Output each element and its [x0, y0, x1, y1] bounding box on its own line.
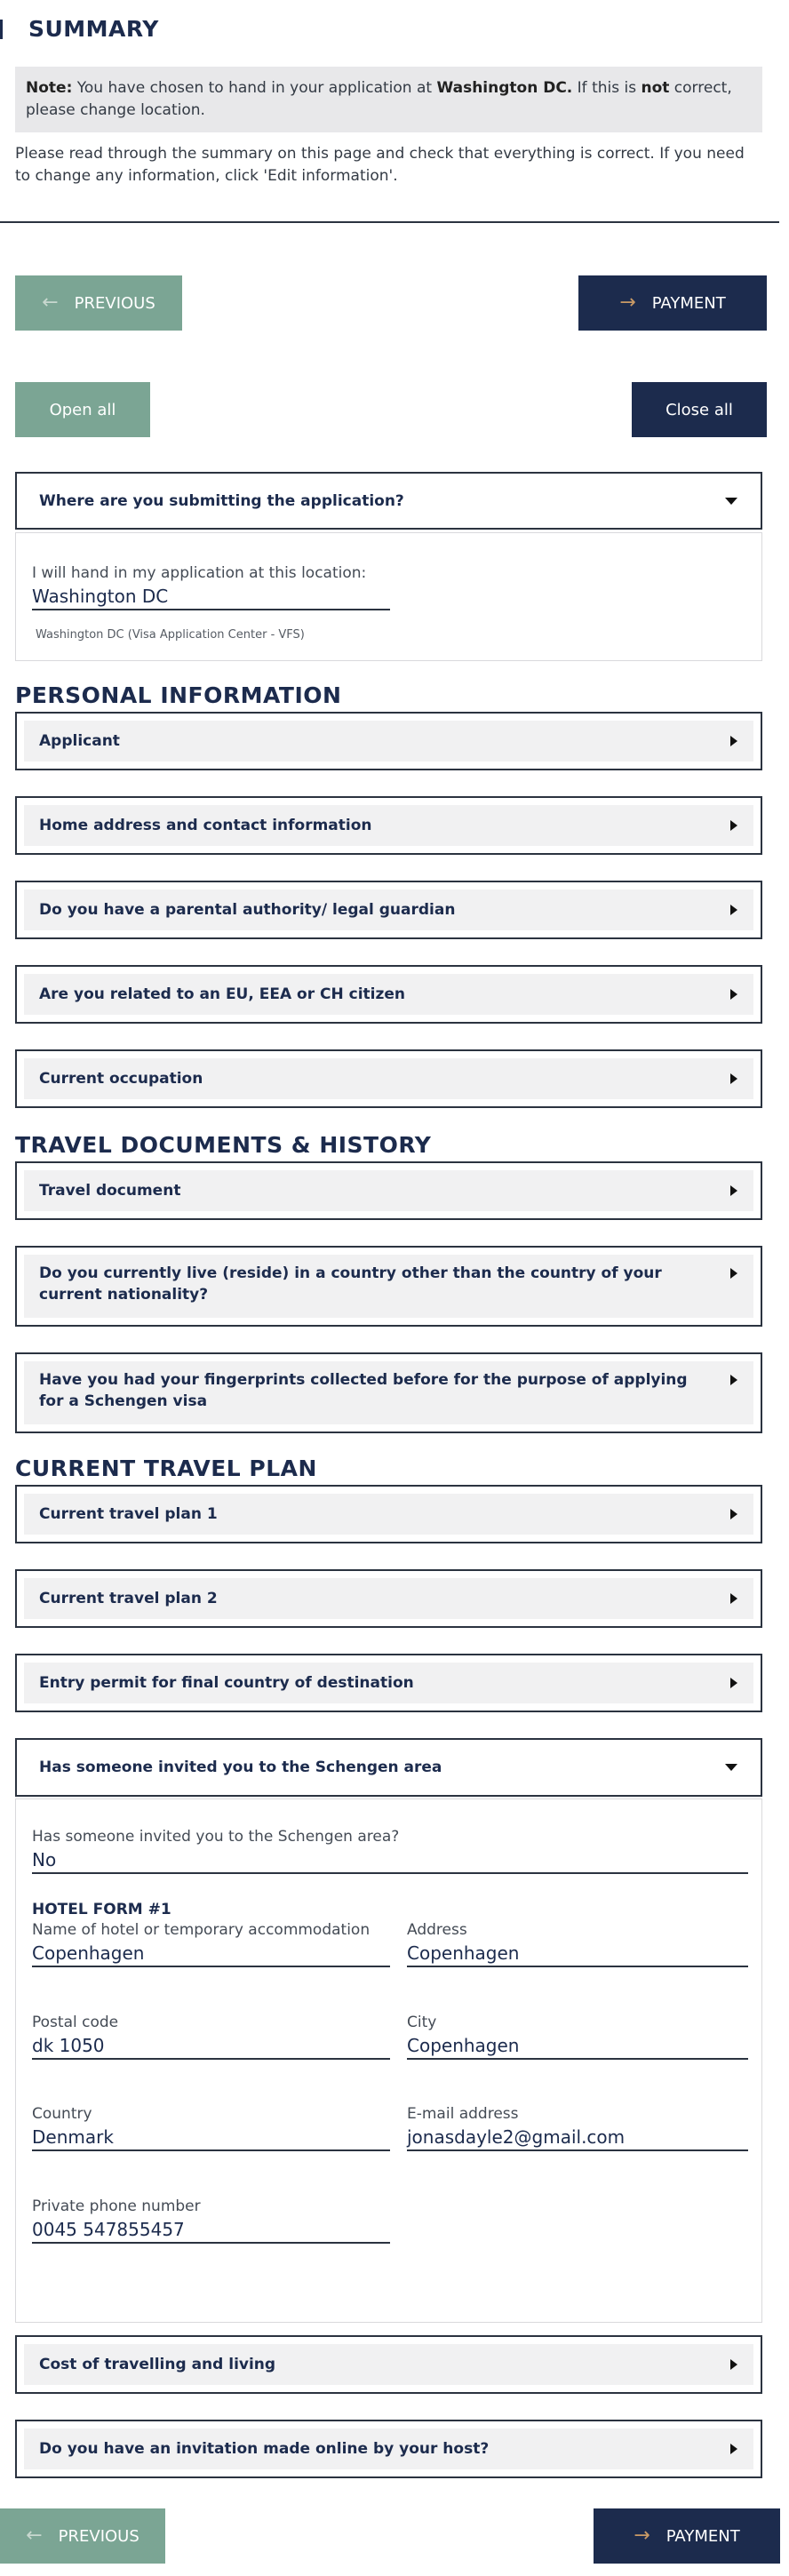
accordion-label: Are you related to an EU, EEA or CH citizen [39, 985, 406, 1003]
caret-right-icon [730, 1375, 737, 1385]
page-title: SUMMARY [28, 16, 159, 42]
section-travel-documents: TRAVEL DOCUMENTS & HISTORY [15, 1132, 432, 1158]
caret-right-icon [730, 1509, 737, 1519]
accordion-label: Current travel plan 1 [39, 1505, 218, 1523]
accordion-label: Do you have a parental authority/ legal guardian [39, 901, 456, 919]
caret-right-icon [730, 2444, 737, 2454]
submission-detail: Washington DC (Visa Application Center - VFS) [36, 628, 305, 642]
arrow-left-icon: ← [42, 291, 59, 314]
accordion-home-address[interactable] [15, 796, 762, 855]
accordion-label: Cost of travelling and living [39, 2356, 276, 2373]
caret-right-icon [730, 1185, 737, 1196]
city-value: Copenhagen [407, 2035, 748, 2060]
note-text-1: You have chosen to hand in your application at [72, 79, 437, 97]
caret-right-icon [730, 2359, 737, 2370]
phone-value: 0045 547855457 [32, 2219, 390, 2244]
accordion-entry-permit[interactable] [15, 1654, 762, 1712]
accordion-label: Entry permit for final country of destination [39, 1674, 414, 1692]
note-emphasis: not [641, 79, 670, 97]
postal-code-label: Postal code [32, 2014, 119, 2031]
accordion-cost-of-travel[interactable] [15, 2335, 762, 2394]
country-value: Denmark [32, 2126, 390, 2151]
hotel-form-title: HOTEL FORM #1 [32, 1901, 171, 1918]
address-label: Address [407, 1921, 467, 1939]
accordion-submission-location[interactable] [15, 472, 762, 530]
accordion-schengen-invitation[interactable] [15, 1738, 762, 1797]
location-note [15, 67, 762, 132]
caret-right-icon [730, 1593, 737, 1604]
note-location: Washington DC. [436, 79, 573, 97]
caret-down-icon [725, 498, 737, 505]
hotel-name-label: Name of hotel or temporary accommodation [32, 1921, 371, 1939]
previous-button-bottom[interactable] [0, 2508, 165, 2564]
accordion-label: Current occupation [39, 1070, 203, 1088]
open-all-button[interactable]: Open all [15, 382, 150, 437]
city-label: City [407, 2014, 437, 2031]
accordion-online-invitation[interactable] [15, 2420, 762, 2478]
accordion-eu-relation[interactable] [15, 965, 762, 1024]
accordion-residence[interactable] [15, 1246, 762, 1327]
email-value: jonasdayle2@gmail.com [407, 2126, 748, 2151]
accordion-label: Travel document [39, 1182, 181, 1200]
close-all-button[interactable]: Close all [632, 382, 767, 437]
divider [0, 221, 779, 223]
intro-text: Please read through the summary on this page and check that everything is correct. If you need to change any information, click 'Edit information'. [15, 145, 745, 185]
invited-question-value: No [32, 1849, 748, 1874]
caret-right-icon [730, 1073, 737, 1084]
submission-field-label: I will hand in my application at this location: [32, 564, 367, 582]
accordion-label: Do you have an invitation made online by your host? [39, 2440, 490, 2458]
address-value: Copenhagen [407, 1942, 748, 1967]
section-current-travel-plan: CURRENT TRAVEL PLAN [15, 1455, 317, 1481]
accordion-label: Applicant [39, 732, 120, 750]
accordion-label: Do you currently live (reside) in a country other than the country of your current nationality? [39, 1264, 662, 1304]
postal-code-value: dk 1050 [32, 2035, 390, 2060]
accordion-applicant[interactable] [15, 712, 762, 770]
note-text-3: correct, please change location. [26, 79, 732, 119]
accordion-travel-document[interactable] [15, 1161, 762, 1220]
previous-label: PREVIOUS [74, 293, 155, 313]
accordion-label: Home address and contact information [39, 817, 372, 834]
accordion-label: Have you had your fingerprints collected before for the purpose of applying for a Schengen visa [39, 1371, 688, 1410]
caret-right-icon [730, 736, 737, 746]
arrow-right-icon: → [619, 291, 636, 314]
payment-label: PAYMENT [665, 2526, 740, 2546]
invited-question-label: Has someone invited you to the Schengen area? [32, 1828, 400, 1846]
previous-button[interactable] [15, 275, 182, 331]
section-personal-information: PERSONAL INFORMATION [15, 682, 342, 708]
country-label: Country [32, 2105, 92, 2123]
caret-right-icon [730, 1678, 737, 1688]
accordion-label: Has someone invited you to the Schengen area [39, 1759, 442, 1776]
arrow-left-icon: ← [26, 2524, 43, 2547]
accordion-current-occupation[interactable] [15, 1049, 762, 1108]
note-text-2: If this is [572, 79, 642, 97]
note-label: Note: [26, 79, 73, 97]
payment-button[interactable] [578, 275, 767, 331]
page-edge-marker [0, 20, 3, 39]
accordion-label: Where are you submitting the application? [39, 491, 404, 510]
hotel-name-value: Copenhagen [32, 1942, 390, 1967]
accordion-fingerprints[interactable] [15, 1352, 762, 1433]
caret-down-icon [725, 1764, 737, 1771]
previous-label: PREVIOUS [58, 2526, 139, 2546]
submission-field-value: Washington DC [32, 586, 390, 610]
accordion-travel-plan-1[interactable] [15, 1485, 762, 1543]
payment-button-bottom[interactable] [594, 2508, 780, 2564]
caret-right-icon [730, 905, 737, 915]
arrow-right-icon: → [634, 2524, 650, 2547]
accordion-label: Current travel plan 2 [39, 1590, 218, 1607]
email-label: E-mail address [407, 2105, 519, 2123]
caret-right-icon [730, 989, 737, 1000]
payment-label: PAYMENT [651, 293, 726, 313]
phone-label: Private phone number [32, 2197, 201, 2215]
accordion-travel-plan-2[interactable] [15, 1569, 762, 1628]
invitation-panel [15, 1798, 762, 2323]
submission-panel [15, 532, 762, 661]
caret-right-icon [730, 1268, 737, 1279]
accordion-parental-authority[interactable] [15, 881, 762, 939]
caret-right-icon [730, 820, 737, 831]
